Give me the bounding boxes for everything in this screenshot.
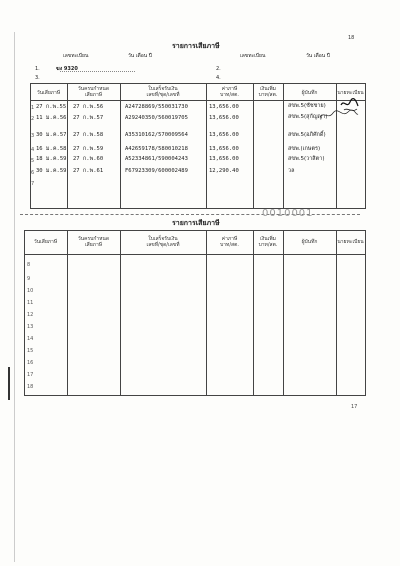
date-label-right: วัน เดือน ปี <box>306 53 330 59</box>
t1-header-receipt: ใบเสร็จรับเงิน เลขที่/ชุด/เลขที่ <box>146 86 180 98</box>
row5-tax: 13,656.00 <box>209 156 239 162</box>
section2-title: รายการเสียภาษี <box>172 219 220 227</box>
plate-number: ฆง 9320 <box>56 66 78 72</box>
row2-tax: 13,656.00 <box>209 115 239 121</box>
page-corner-number: 18 <box>348 35 355 41</box>
row5-receipt: A52334861/590004243 <box>125 156 188 162</box>
line2-number: 2. <box>216 66 221 72</box>
t2-header-registrar: นายทะเบียน <box>337 239 364 245</box>
recorder-signature-2 <box>318 108 360 122</box>
t2-header-due: วันครบกำหนด เสียภาษี <box>77 236 110 248</box>
t1-rownum: 6 <box>31 170 35 176</box>
t2-rownum: 18 <box>27 384 34 390</box>
line1-number: 1. <box>35 66 40 72</box>
row6-receipt: F67923309/600002489 <box>125 168 188 174</box>
t2-header-paid: วันเสียภาษี <box>33 239 58 245</box>
row6-tax: 12,290.40 <box>209 168 239 174</box>
row4-tax: 13,656.00 <box>209 146 239 152</box>
row3-receipt: A35310162/570009564 <box>125 132 188 138</box>
row1-tax: 13,656.00 <box>209 104 239 110</box>
t1-rownum: 5 <box>31 158 35 164</box>
t1-header-tax: ค่าภาษี บาท/สต. <box>220 86 239 98</box>
t2-rownum: 12 <box>27 312 34 318</box>
t2-header-tax: ค่าภาษี บาท/สต. <box>220 236 239 248</box>
t2-rownum: 13 <box>27 324 34 330</box>
stamp-number: 0010001 <box>262 208 314 219</box>
row6-recorder: วล <box>288 168 295 174</box>
t1-header-registrar: นายทะเบียน <box>337 90 364 96</box>
row2-paid: 11 ม.ค.56 <box>36 115 67 121</box>
t1-rownum: 2 <box>31 116 35 122</box>
row3-tax: 13,656.00 <box>209 132 239 138</box>
row5-paid: 18 ม.ค.59 <box>36 156 67 162</box>
reg-label-left: เลขทะเบียน <box>63 53 89 59</box>
date-label-left: วัน เดือน ปี <box>128 53 152 59</box>
row1-recorder: สขพ.5(ชัชชาย) <box>288 103 326 109</box>
t2-rownum: 11 <box>27 300 34 306</box>
row5-recorder: สขพ.5(วาสิตา) <box>288 156 325 162</box>
line3-number: 3. <box>35 75 40 81</box>
row1-due: 27 ก.พ.56 <box>73 104 104 110</box>
line1-dots <box>60 71 135 72</box>
t1-rownum: 1 <box>31 105 35 111</box>
t1-rownum: 7 <box>31 181 35 187</box>
section1-title: รายการเสียภาษี <box>172 42 220 50</box>
row2-recorder: สขพ.5(สุกัญญา) <box>288 114 328 120</box>
row4-due: 27 ก.พ.59 <box>73 146 104 152</box>
t1-header-surcharge: เงินเพิ่ม บาท/สต. <box>258 86 278 98</box>
t1-header-paid: วันเสียภาษี <box>36 90 61 96</box>
row3-due: 27 ก.พ.58 <box>73 132 104 138</box>
row6-due: 27 ก.พ.61 <box>73 168 104 174</box>
row6-paid: 30 ม.ค.59 <box>36 168 67 174</box>
t1-header-recorder: ผู้บันทึก <box>301 90 318 96</box>
row2-receipt: A29240350/560019705 <box>125 115 188 121</box>
margin-mark <box>8 367 10 400</box>
row1-receipt: A24728869/550031730 <box>125 104 188 110</box>
t2-rownum: 9 <box>27 276 31 282</box>
t1-header-due: วันครบกำหนด เสียภาษี <box>77 86 110 98</box>
t2-rownum: 16 <box>27 360 34 366</box>
row3-recorder: สขพ.5(อภิศักดิ์) <box>288 132 326 138</box>
page-edge-line <box>14 32 15 562</box>
t1-rownum: 3 <box>31 133 35 139</box>
t2-header-surcharge: เงินเพิ่ม บาท/สต. <box>258 236 278 248</box>
t2-rownum: 15 <box>27 348 34 354</box>
reg-label-right: เลขทะเบียน <box>240 53 266 59</box>
t2-header-recorder: ผู้บันทึก <box>301 239 318 245</box>
t1-rownum: 4 <box>31 147 35 153</box>
row2-due: 27 ก.พ.57 <box>73 115 104 121</box>
row1-paid: 27 ก.พ.55 <box>36 104 67 110</box>
page-bottom-number: 17 <box>351 404 358 410</box>
t2-rownum: 10 <box>27 288 34 294</box>
row3-paid: 30 ม.ค.57 <box>36 132 67 138</box>
row4-receipt: A42659178/580010218 <box>125 146 188 152</box>
t2-header-receipt: ใบเสร็จรับเงิน เลขที่/ชุด/เลขที่ <box>146 236 180 248</box>
row5-due: 27 ก.พ.60 <box>73 156 104 162</box>
line4-number: 4. <box>216 75 221 81</box>
row4-paid: 16 ม.ค.58 <box>36 146 67 152</box>
t2-rownum: 17 <box>27 372 34 378</box>
row4-recorder: สขพ.(เกษตร) <box>288 146 321 152</box>
t2-rownum: 14 <box>27 336 34 342</box>
t2-rownum: 8 <box>27 262 31 268</box>
